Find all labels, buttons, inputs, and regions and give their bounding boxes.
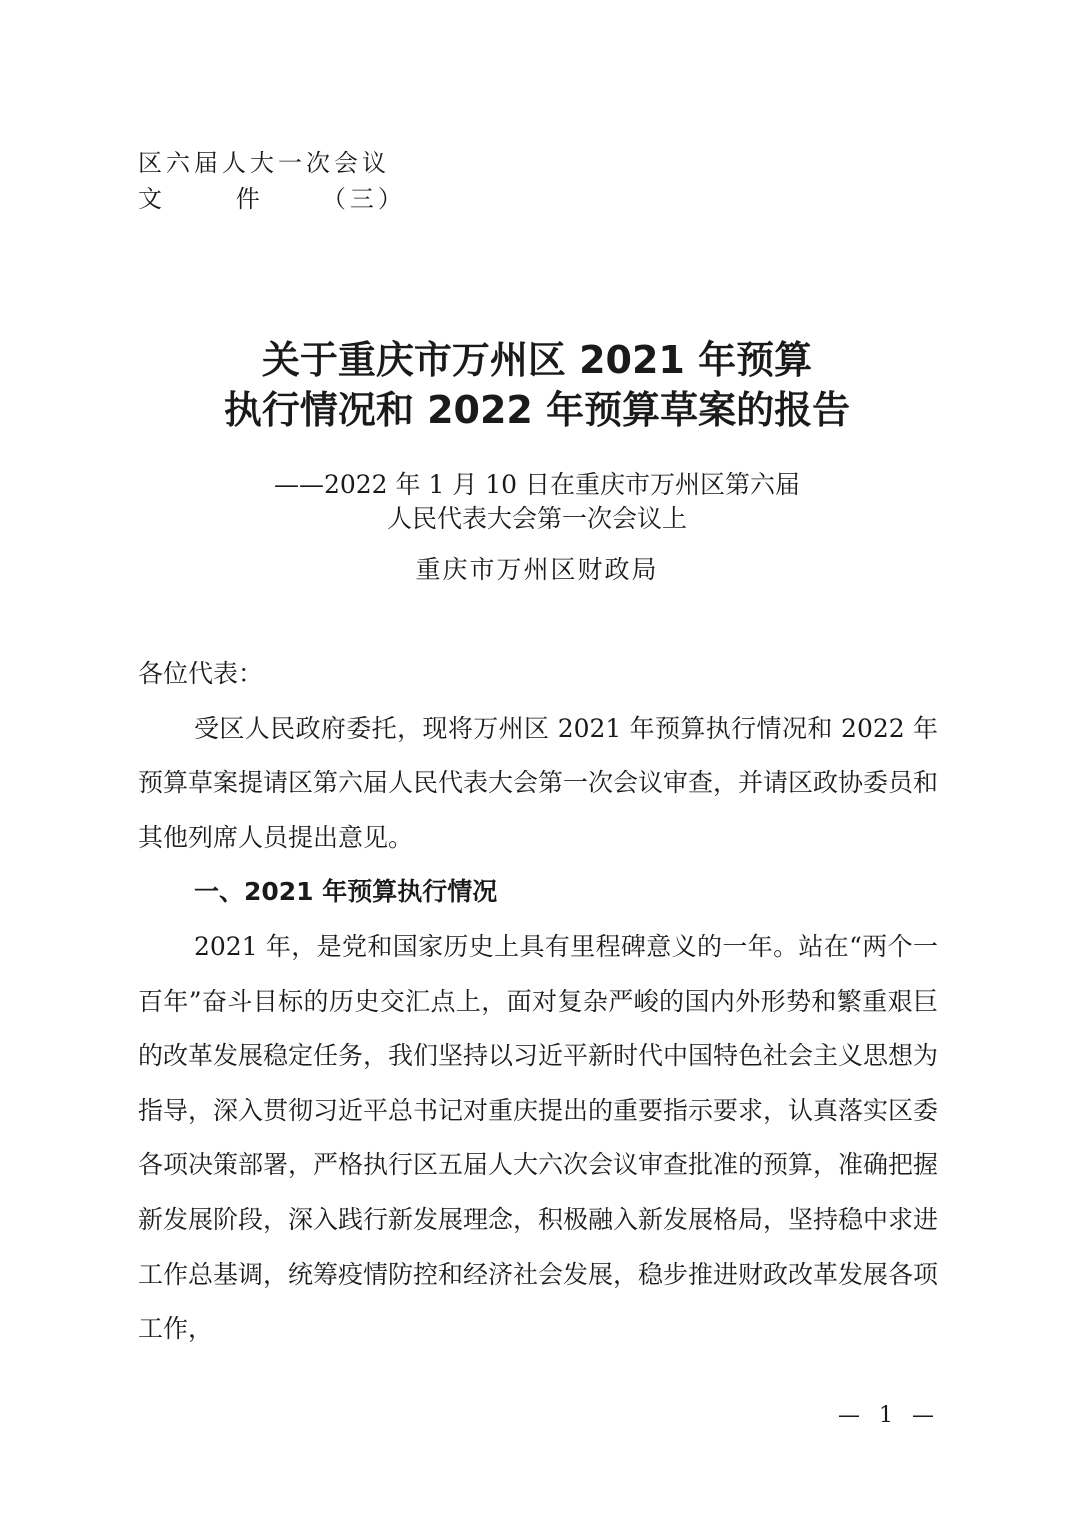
salutation: 各位代表：: [138, 659, 264, 688]
subtitle-line-2: 人民代表大会第一次会议上: [386, 504, 687, 533]
report-title: [0, 335, 1074, 435]
body-paragraph-1: 受区人民政府委托，现将万州区 2021 年预算执行情况和 2022 年预算草案提请区第六届人民代表大会第一次会议审查，并请区政协委员和其他列席人员提出意见。: [138, 713, 939, 852]
report-subtitle: [0, 468, 1074, 536]
title-line-2: 执行情况和 2022 年预算草案的报告: [223, 388, 851, 432]
document-body: [138, 647, 938, 1357]
header-document-number: 文 件 （三）: [138, 185, 406, 213]
issuing-organization: 重庆市万州区财政局: [415, 555, 659, 584]
document-header: [138, 145, 406, 217]
header-meeting-line: 区六届人大一次会议: [138, 149, 390, 177]
body-paragraph-2: 2021 年，是党和国家历史上具有里程碑意义的一年。站在“两个一百年”奋斗目标的历史交汇点上，面对复杂严峻的国内外形势和繁重艰巨的改革发展稳定任务，我们坚持以习近平新时代中国特色社会主义思想为指导，深入贯彻习近平总书记对重庆提出的重要指示要求，认真落实区委各项决策部署，严格执行区五届人大六次会议审查批准的预算，准确把握新发展阶段，深入践行新发展理念，积极融入新发展格局，坚持稳中求进工作总基调，统筹疫情防控和经济社会发展，稳步推进财政改革发展各项工作，: [138, 931, 939, 1344]
section-heading-1: 一、2021 年预算执行情况: [194, 877, 498, 907]
title-line-1: 关于重庆市万州区 2021 年预算: [261, 338, 813, 382]
page-number: — 1 —: [838, 1403, 940, 1428]
subtitle-line-1: ——2022 年 1 月 10 日在重庆市万州区第六届: [273, 470, 801, 499]
